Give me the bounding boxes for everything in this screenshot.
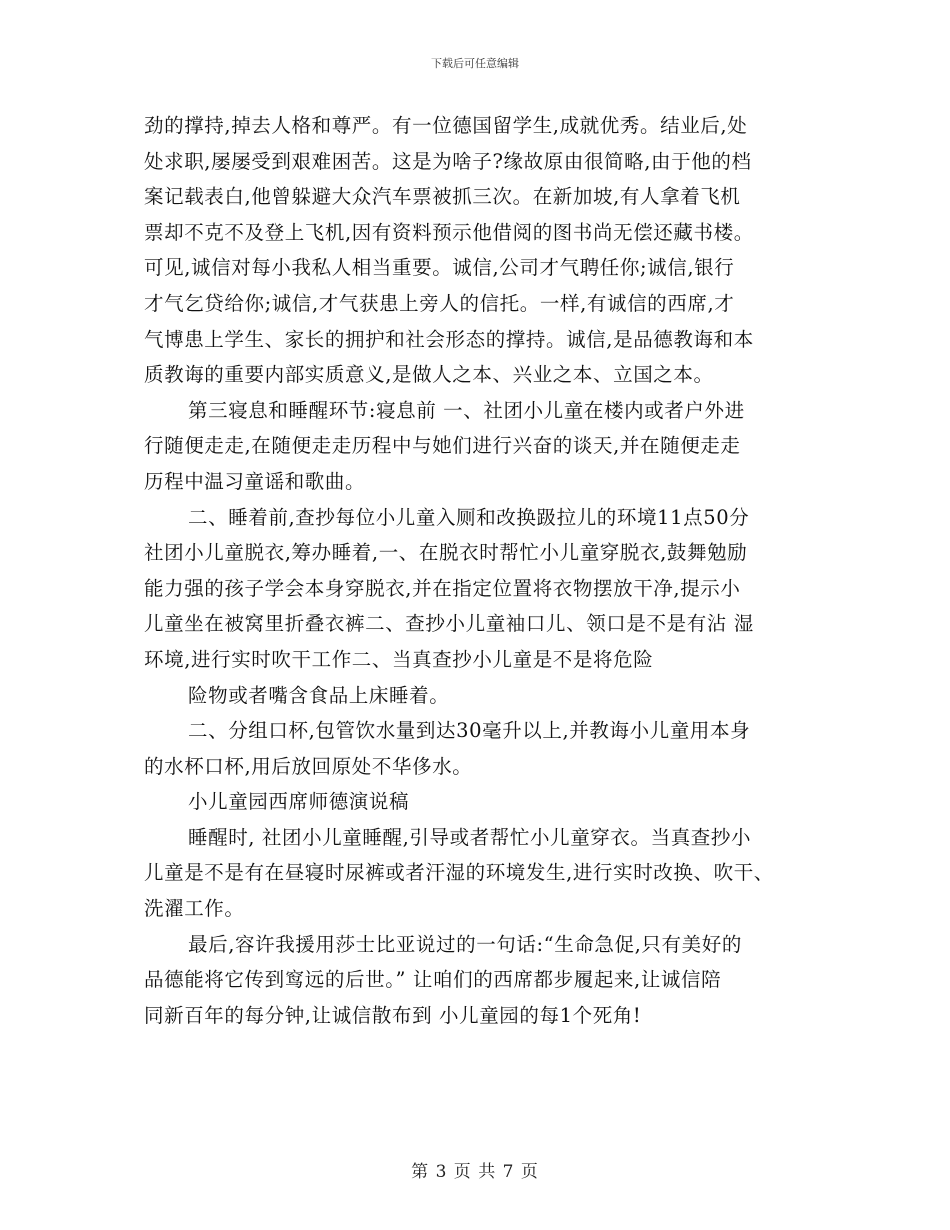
- text-line: 可见,诚信对每小我私人相当重要。诚信,公司才气聘任你;诚信,银行: [144, 256, 735, 280]
- text-line: 同新百年的每分钟,让诚信散布到 小儿童园的每1个死角!: [144, 1003, 642, 1027]
- text-line: 小儿童园西席师德演说稿: [188, 790, 410, 814]
- text-line: 睡醒时, 社团小儿童睡醒,引导或者帮忙小儿童穿衣。当真查抄小: [188, 825, 752, 849]
- text-line: 质教诲的重要内部实质意义,是做人之本、兴业之本、立国之本。: [144, 363, 714, 387]
- text-line: 气博患上学生、家长的拥护和社会形态的撑持。诚信,是品德教诲和本: [144, 327, 754, 351]
- text-line: 最后,容许我援用莎士比亚说过的一句话:“生命急促,只有美好的: [188, 932, 742, 956]
- text-line: 险物或者嘴含食品上床睡着。: [188, 683, 450, 707]
- text-line: 品德能将它传到窎远的后世。” 让咱们的西席都步履起来,让诚信陪: [144, 968, 722, 992]
- document-body: [144, 108, 814, 1033]
- page-number: 第 3 页 共 7 页: [411, 1162, 539, 1182]
- text-line: 儿童是不是有在昼寝时尿裤或者汗湿的环境发生,进行实时改换、吹干、: [144, 861, 774, 885]
- text-line: 二、睡着前,查抄每位小儿童入厕和改换趿拉儿的环境11点50分: [188, 505, 750, 529]
- page-header: 下载后可任意编辑: [431, 57, 519, 70]
- text-line: 行随便走走,在随便走走历程中与她们进行兴奋的谈天,并在随便走走: [144, 434, 741, 458]
- text-line: 票却不克不及登上飞机,因有资料预示他借阅的图书尚无偿还藏书楼。: [144, 220, 754, 244]
- text-line: 能力强的孩子学会本身穿脱衣,并在指定位置将衣物摆放干净,提示小: [144, 576, 741, 600]
- text-line: 才气乞贷给你;诚信,才气获患上旁人的信托。一样,有诚信的西席,才: [144, 291, 735, 315]
- text-line: 洗濯工作。: [144, 897, 245, 921]
- text-line: 案记载表白,他曾躲避大众汽车票被抓三次。在新加坡,有人拿着飞机: [144, 185, 741, 209]
- text-line: 环境,进行实时吹干工作二、当真查抄小儿童是不是将危险: [144, 647, 654, 671]
- text-line: 处求职,屡屡受到艰难困苦。这是为啥子?缘故原由很简略,由于他的档: [144, 149, 752, 173]
- text-line: 社团小儿童脱衣,筹办睡着,一、在脱衣时帮忙小儿童穿脱衣,鼓舞勉励: [144, 541, 748, 565]
- text-line: 二、分组口杯,包管饮水量到达30毫升以上,并教诲小儿童用本身: [188, 719, 751, 743]
- text-line: 儿童坐在被窝里折叠衣裤二、查抄小儿童袖口儿、领口是不是有沾 湿: [144, 612, 754, 636]
- text-line: 第三寝息和睡醒环节:寝息前 一、社团小儿童在楼内或者户外进: [188, 398, 745, 422]
- text-line: 的水杯口杯,用后放回原处不华侈水。: [144, 754, 473, 778]
- text-line: 劲的撑持,掉去人格和尊严。有一位德国留学生,成就优秀。结业后,处: [144, 114, 748, 137]
- text-line: 历程中温习童谣和歌曲。: [144, 469, 366, 493]
